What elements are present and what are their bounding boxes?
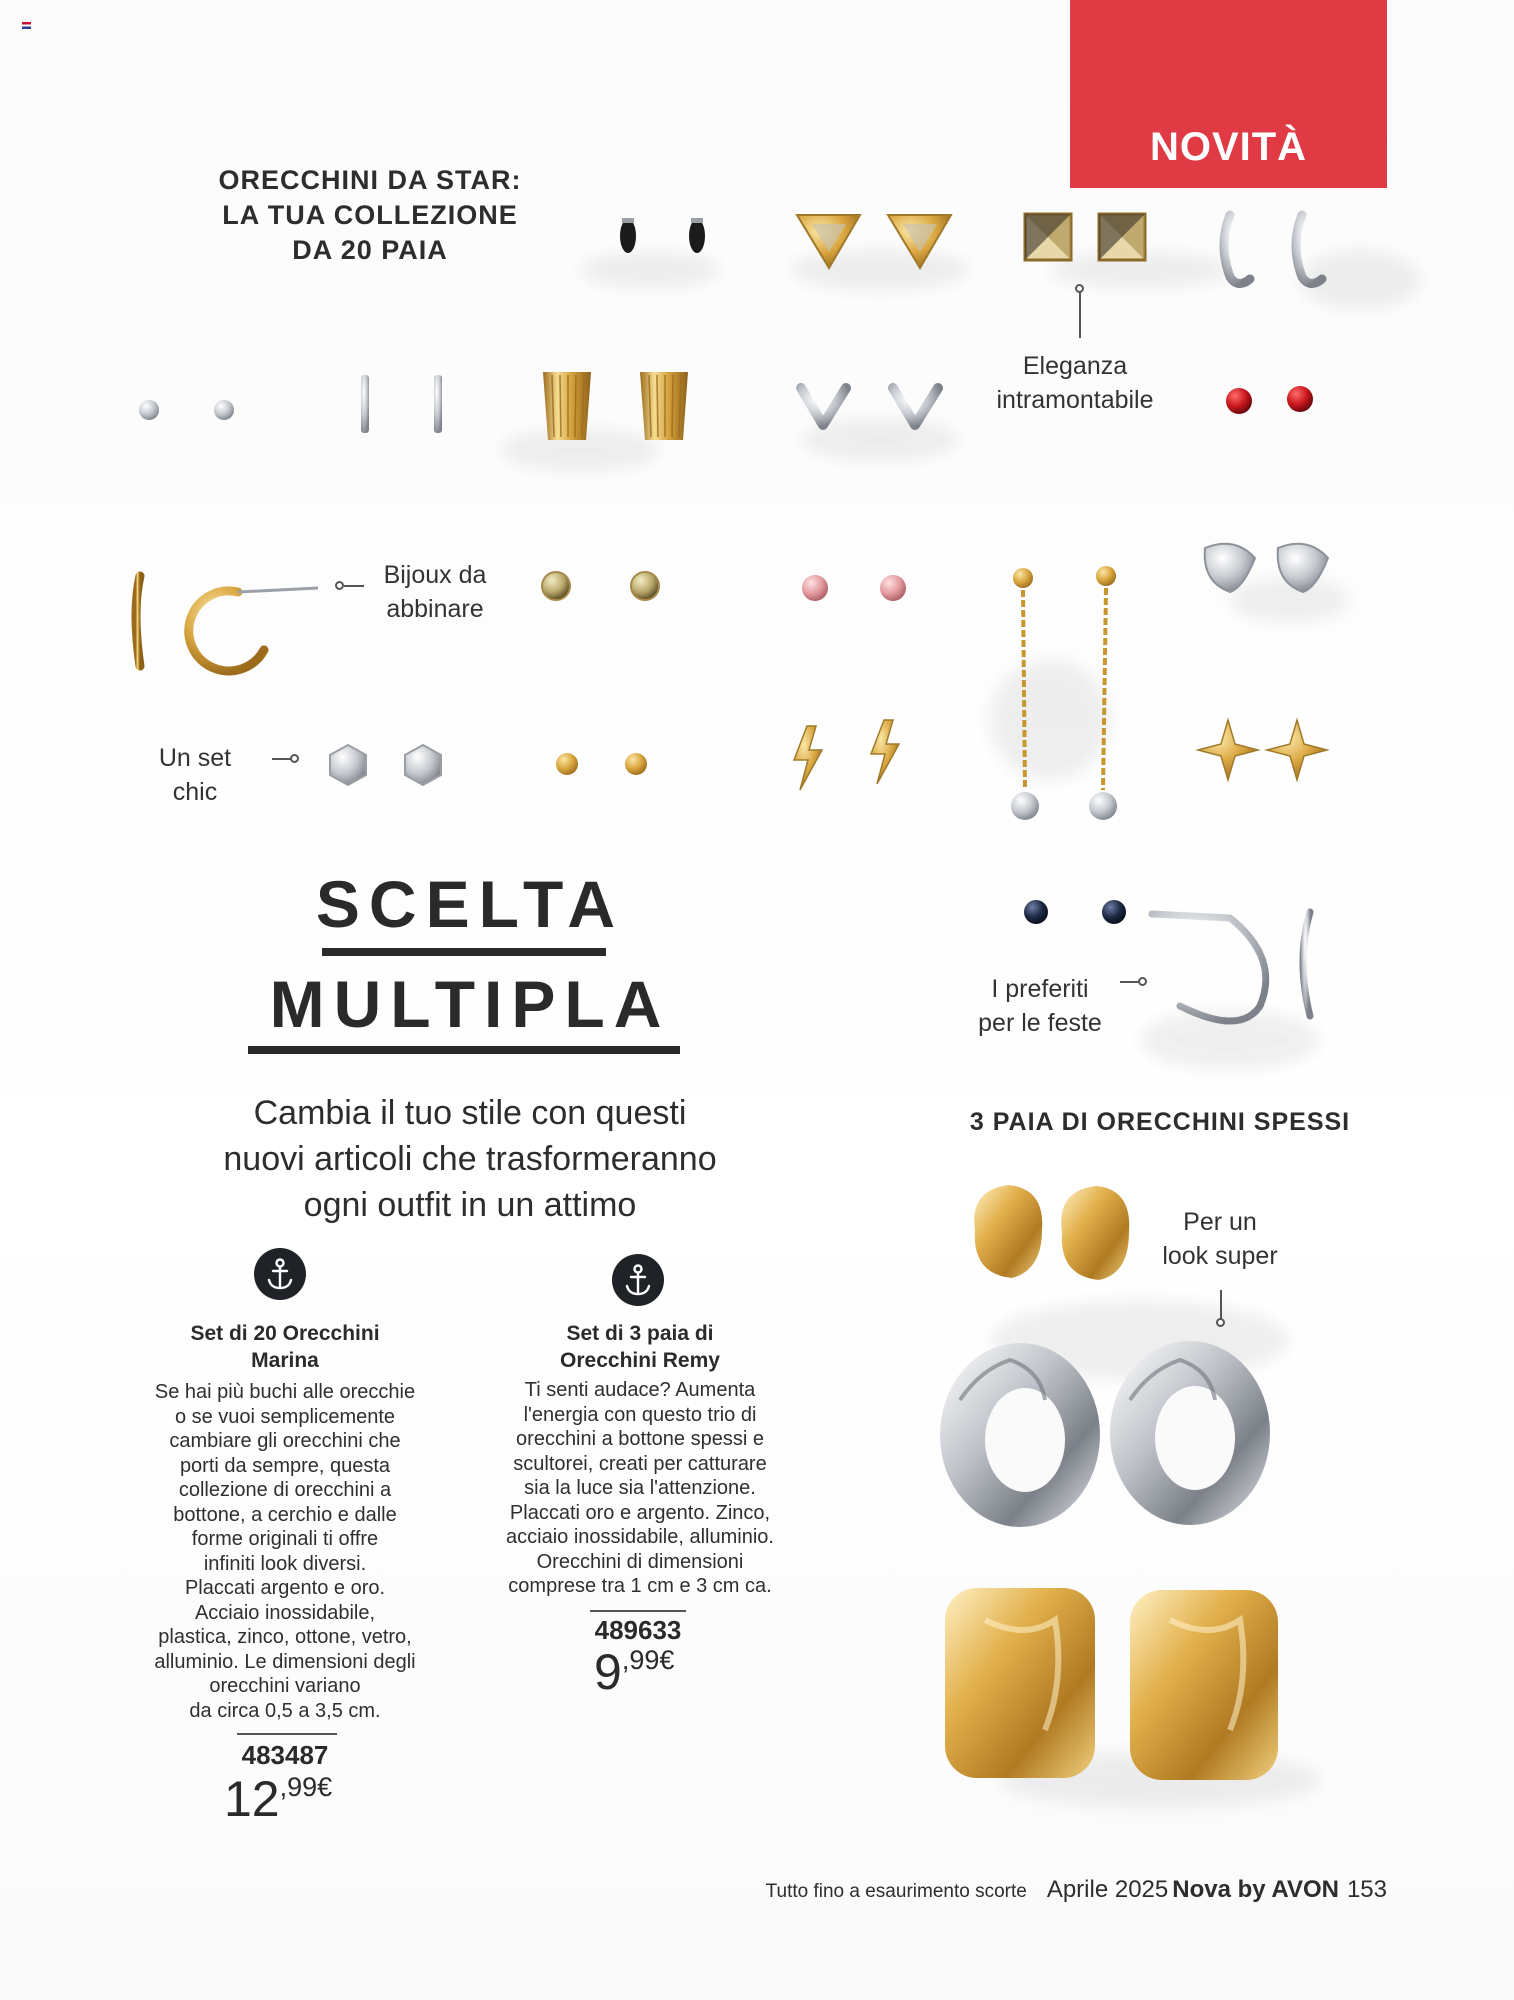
product-name: Set di 20 Orecchini Marina: [190, 1322, 380, 1372]
silver-hammered-hoops: [940, 1341, 1270, 1527]
product-code: 489633: [594, 1615, 682, 1645]
olive-crystal-studs: [542, 572, 659, 600]
silver-shell-studs: [1205, 544, 1328, 592]
novita-label: NOVITÀ: [1149, 125, 1308, 169]
footer-note: Tutto fino a esaurimento scorte: [765, 1881, 1027, 1902]
silver-bar-studs: [361, 375, 442, 433]
gold-rectangle-studs: [945, 1588, 1278, 1780]
title-underline: [248, 1046, 680, 1054]
pink-pearl-studs: [802, 575, 906, 601]
red-gem-studs: [1226, 386, 1313, 414]
product-price: $9^{,99€}$: [594, 1644, 675, 1700]
title-underline: [322, 948, 606, 956]
leader-line: [1120, 981, 1140, 983]
callout-bijoux: Bijoux da abbinare: [383, 561, 487, 623]
anchor-icon: [612, 1254, 664, 1306]
anchor-icon: [254, 1248, 306, 1300]
code-underline: [590, 1610, 686, 1612]
chunky-earrings-heading: 3 PAIA DI ORECCHINI SPESSI: [969, 1108, 1351, 1136]
product-price: $12^{,99€}$: [224, 1771, 333, 1827]
silver-mini-hoops: [1224, 215, 1322, 284]
twisted-silver-hoop: [1152, 912, 1310, 1021]
leader-line: [272, 758, 292, 760]
chain-pearl-drops: [1011, 566, 1117, 820]
callout-eleganza: Eleganza intramontabile: [996, 352, 1154, 414]
leader-dot: [1138, 977, 1147, 986]
leader-dot: [1075, 284, 1084, 293]
intro-text: Cambia il tuo stile con questi nuovi articoli che trasformeranno ogni outfit in un attimo: [223, 1094, 717, 1224]
footer-month: Aprile 2025: [1046, 1876, 1169, 1903]
leader-dot: [290, 754, 299, 763]
lightning-studs: [794, 720, 899, 790]
collection-heading: ORECCHINI DA STAR: LA TUA COLLEZIONE DA 20 PAIA: [218, 165, 522, 265]
title-line-1: SCELTA: [315, 867, 625, 941]
product-name: Set di 3 paia di Orecchini Remy: [560, 1322, 720, 1372]
star-studs: [1198, 720, 1327, 780]
product-code: 483487: [241, 1740, 329, 1770]
navy-studs: [1024, 900, 1126, 924]
title-line-2: MULTIPLA: [269, 967, 671, 1041]
code-underline: [237, 1733, 337, 1735]
gold-huggie-chunky: [974, 1185, 1129, 1280]
gold-huggie-and-hoop: [136, 576, 318, 671]
leader-dot: [1216, 1318, 1225, 1327]
product-description: Ti senti audace? Aumenta l'energia con questo trio di orecchini a bottone spessi e scultorei, creati per catturare sia la luce sia l'attenzione. Placcati oro e argento. Zinco, acciaio inossidabile, alluminio. Orecchini di dimensioni comprese tra 1 cm e 3 cm ca.: [506, 1379, 774, 1597]
page-number: 153: [1346, 1876, 1387, 1903]
gold-ball-studs: [556, 753, 647, 775]
product-description: Se hai più buchi alle orecchie o se vuoi semplicemente cambiare gli orecchini che porti da sempre, questa collezione di orecchini a bottone, a cerchio e dalle forme originali ti offre infiniti look diversi. Placcati argento e oro. Acciaio inossidabile, plastica, zinco, ottone, vetro, alluminio. Le dimensioni degli orecchini variano da circa 0,5 a 3,5 cm.: [154, 1381, 416, 1722]
silver-v-studs: [801, 388, 938, 425]
leader-dot: [335, 581, 344, 590]
silver-ball-studs: [139, 400, 234, 420]
callout-preferiti: I preferiti per le feste: [978, 975, 1102, 1037]
gold-fan-studs: [543, 372, 688, 440]
pyramid-studs: [1025, 214, 1145, 260]
novita-badge: [1070, 0, 1387, 188]
triangle-studs: [797, 215, 951, 268]
footer-brand: Nova by AVON: [1172, 1876, 1339, 1903]
callout-look-super: Per un look super: [1162, 1208, 1278, 1270]
callout-set-chic: Un set chic: [158, 744, 232, 806]
flag-icon: [22, 22, 31, 29]
hexagon-studs: [330, 745, 441, 785]
leader-line: [1079, 292, 1081, 338]
black-marquise-studs: [620, 218, 705, 253]
page-footer: [600, 1876, 1387, 1904]
